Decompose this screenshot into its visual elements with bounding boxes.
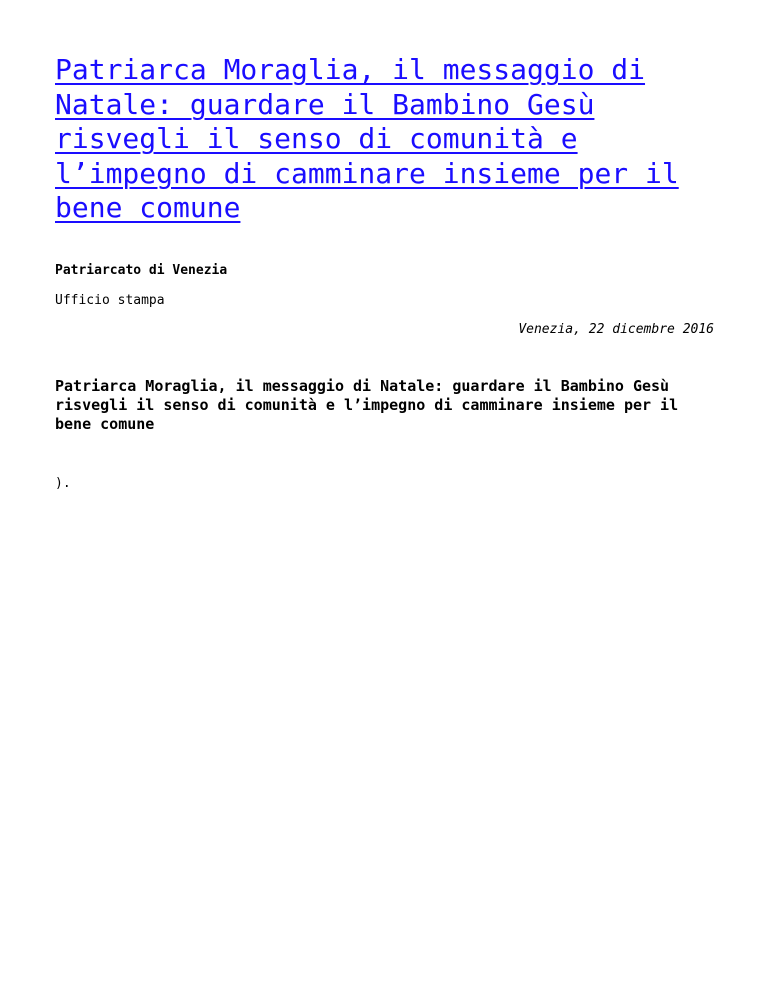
organization-name: Patriarcato di Venezia [55,262,228,278]
article-subtitle: Patriarca Moraglia, il messaggio di Natale: guardare il Bambino Gesù risvegli il senso di comunità e l’impegno di camminare insieme per il bene comune [55,376,679,433]
page-title [55,0,714,226]
headline-link[interactable]: Patriarca Moraglia, il messaggio di Natale: guardare il Bambino Gesù risvegli il senso di comunità e l’impegno di camminare insieme per il bene comune [55,53,679,224]
dateline: Venezia, 22 dicembre 2016 [518,321,714,337]
office-name: Ufficio stampa [55,292,165,308]
body-text-fragment: ). [55,475,71,491]
